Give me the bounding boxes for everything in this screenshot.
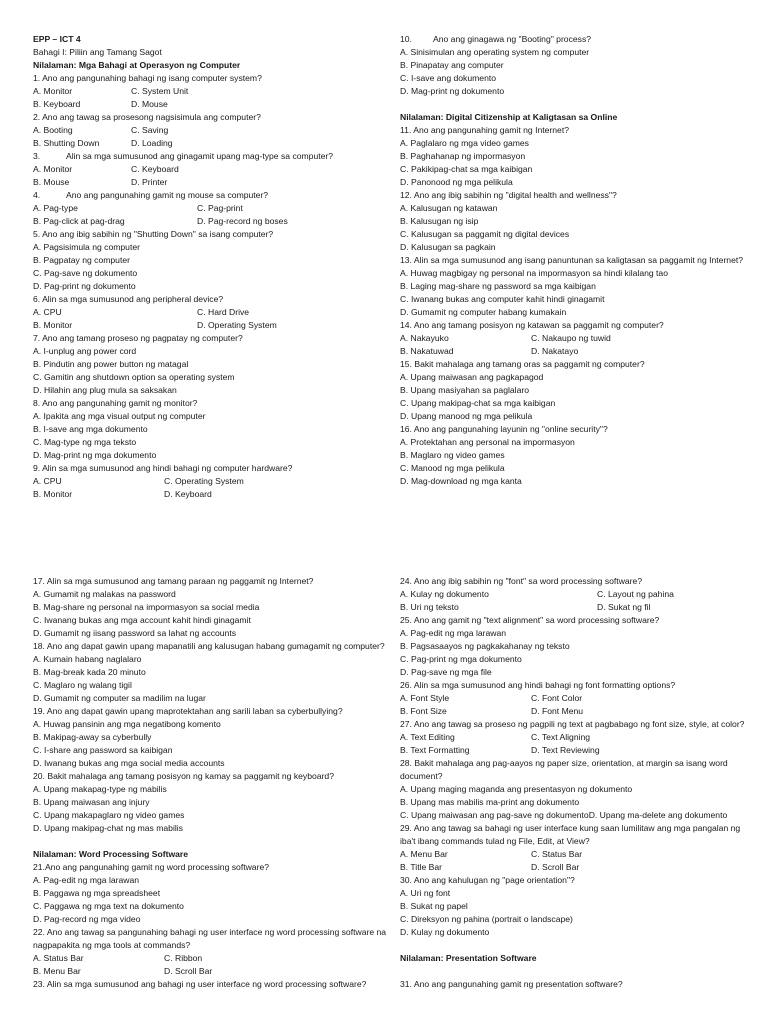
- question-2: 2. Ano ang tawag sa prosesong nagsisimula ang computer?: [33, 112, 261, 122]
- section-title: Nilalaman: Word Processing Software: [33, 849, 189, 859]
- choice: C. Nakaupo ng tuwid: [531, 333, 611, 343]
- choice: C. Kalusugan sa paggamit ng digital devices: [400, 229, 570, 239]
- page-title: EPP – ICT 4: [33, 34, 81, 44]
- question-16: 16. Ano ang pangunahing layunin ng "online security"?: [400, 424, 608, 434]
- choice: C. Pag-print: [197, 203, 243, 213]
- choice: B. Pag-click at pag-drag: [33, 216, 125, 226]
- choice: D. Scroll Bar: [164, 966, 213, 976]
- choice: D. Pag-print ng dokumento: [33, 281, 136, 291]
- choice: B. Mag-break kada 20 minuto: [33, 667, 146, 677]
- question-7: 7. Ano ang tamang proseso ng pagpatay ng computer?: [33, 333, 243, 343]
- choice: C. Status Bar: [531, 849, 583, 859]
- choice-row: [33, 319, 388, 332]
- choice: C. Gamitin ang shutdown option sa operating system: [33, 372, 235, 382]
- choice: D. Pag-record ng mga video: [33, 914, 141, 924]
- question-12: 12. Ano ang ibig sabihin ng "digital health and wellness"?: [400, 190, 617, 200]
- choice: C. System Unit: [131, 86, 189, 96]
- choice: A. Gumamit ng malakas na password: [33, 589, 176, 599]
- question-number: 4.: [33, 190, 41, 200]
- choice-row: [33, 176, 388, 189]
- choice: D. Pag-record ng boses: [197, 216, 288, 226]
- choice: C. Upang maiwasan ang pag-save ng dokumentoD. Upang ma-delete ang dokumento: [400, 810, 728, 820]
- question-23: 23. Alin sa mga sumusunod ang bahagi ng user interface ng word processing software?: [33, 979, 367, 989]
- choice-row: [33, 202, 388, 215]
- question-13: 13. Alin sa mga sumusunod ang isang panuntunan sa kaligtasan sa paggamit ng Internet?: [400, 255, 744, 265]
- choice: A. Menu Bar: [400, 849, 448, 859]
- choice: D. Text Reviewing: [531, 745, 600, 755]
- choice: A. Text Editing: [400, 732, 455, 742]
- choice: D. Nakatayo: [531, 346, 579, 356]
- choice: B. Nakatuwad: [400, 346, 454, 356]
- question-29: 29. Ano ang tawag sa bahagi ng user interface kung saan lumilitaw ang mga pangalan ng iba't ibang commands tulad ng File, Edit, at View?: [400, 823, 741, 846]
- question-18: 18. Ano ang dapat gawin upang mapanatili ang kalusugan habang gumagamit ng computer?: [33, 641, 385, 651]
- choice: B. Uri ng teksto: [400, 602, 459, 612]
- choice: C. Manood ng mga pelikula: [400, 463, 505, 473]
- choice: A. Huwag pansinin ang mga negatibong komento: [33, 719, 221, 729]
- choice: C. Pakikipag-chat sa mga kaibigan: [400, 164, 533, 174]
- choice: B. Title Bar: [400, 862, 443, 872]
- choice: B. Font Size: [400, 706, 447, 716]
- question-6: 6. Alin sa mga sumusunod ang peripheral device?: [33, 294, 224, 304]
- question-5: 5. Ano ang ibig sabihin ng "Shutting Down" sa isang computer?: [33, 229, 274, 239]
- choice-row: [400, 692, 755, 705]
- choice: A. Status Bar: [33, 953, 84, 963]
- question-31: 31. Ano ang pangunahing gamit ng presentation software?: [400, 979, 623, 989]
- choice: D. Loading: [131, 138, 173, 148]
- question-22: 22. Ano ang tawag sa pangunahing bahagi ng user interface ng word processing software na nagpapakita ng mga tools at commands?: [33, 927, 387, 950]
- question-26: 26. Alin sa mga sumusunod ang hindi bahagi ng font formatting options?: [400, 680, 676, 690]
- choice: B. Pagpatay ng computer: [33, 255, 130, 265]
- choice: C. Font Color: [531, 693, 583, 703]
- question-4: [33, 189, 388, 202]
- right-column-top: [400, 33, 755, 488]
- choice: D. Panonood ng mga pelikula: [400, 177, 513, 187]
- choice: B. Upang masiyahan sa paglalaro: [400, 385, 529, 395]
- choice: C. Layout ng pahina: [597, 589, 674, 599]
- choice: C. Iwanang bukas ang computer kahit hindi ginagamit: [400, 294, 605, 304]
- choice: B. Laging mag-share ng password sa mga kaibigan: [400, 281, 596, 291]
- choice: A. Uri ng font: [400, 888, 451, 898]
- choice: D. Mag-print ng mga dokumento: [33, 450, 157, 460]
- choice: C. Upang makipag-chat sa mga kaibigan: [400, 398, 556, 408]
- choice: B. Shutting Down: [33, 138, 100, 148]
- choice: B. Monitor: [33, 320, 73, 330]
- question-text: Ano ang pangunahing gamit ng mouse sa computer?: [66, 190, 269, 200]
- question-14: 14. Ano ang tamang posisyon ng katawan sa paggamit ng computer?: [400, 320, 664, 330]
- choice: A. CPU: [33, 476, 62, 486]
- choice-row: [400, 588, 755, 601]
- choice: B. Menu Bar: [33, 966, 81, 976]
- choice: C. Maglaro ng walang tigil: [33, 680, 132, 690]
- choice: A. Pag-type: [33, 203, 78, 213]
- choice: C. I-share ang password sa kaibigan: [33, 745, 173, 755]
- question-8: 8. Ano ang pangunahing gamit ng monitor?: [33, 398, 198, 408]
- choice: C. Pag-save ng dokumento: [33, 268, 138, 278]
- question-3: [33, 150, 388, 163]
- choice: A. Font Style: [400, 693, 450, 703]
- choice: D. Gumamit ng iisang password sa lahat ng accounts: [33, 628, 237, 638]
- choice: A. Pag-edit ng mga larawan: [33, 875, 140, 885]
- choice: A. Monitor: [33, 164, 73, 174]
- question-15: 15. Bakit mahalaga ang tamang oras sa paggamit ng computer?: [400, 359, 645, 369]
- question-number: 3.: [33, 151, 41, 161]
- choice: A. Booting: [33, 125, 73, 135]
- choice: C. Text Aligning: [531, 732, 591, 742]
- choice: D. Kulay ng dokumento: [400, 927, 490, 937]
- choice: D. Kalusugan sa pagkain: [400, 242, 496, 252]
- choice: D. Gumamit ng computer habang kumakain: [400, 307, 567, 317]
- choice: B. Monitor: [33, 489, 73, 499]
- choice: A. I-unplug ang power cord: [33, 346, 137, 356]
- right-column-bottom: [400, 575, 755, 991]
- choice: C. Mag-type ng mga teksto: [33, 437, 137, 447]
- choice: B. I-save ang mga dokumento: [33, 424, 148, 434]
- question-25: 25. Ano ang gamit ng "text alignment" sa word processing software?: [400, 615, 660, 625]
- choice: B. Upang maiwasan ang injury: [33, 797, 150, 807]
- choice: C. I-save ang dokumento: [400, 73, 497, 83]
- left-column-top: [33, 33, 388, 501]
- choice-row: [33, 952, 388, 965]
- question-text: Alin sa mga sumusunod ang ginagamit upang mag-type sa computer?: [66, 151, 334, 161]
- choice: C. Keyboard: [131, 164, 179, 174]
- question-27: 27. Ano ang tawag sa proseso ng pagpili ng text at pagbabago ng font size, style, at color?: [400, 719, 745, 729]
- question-28: 28. Bakit mahalaga ang pag-aayos ng paper size, orientation, at margin sa isang word document?: [400, 758, 728, 781]
- choice: B. Mouse: [33, 177, 70, 187]
- choice: D. Mag-download ng mga kanta: [400, 476, 522, 486]
- choice-row: [400, 861, 755, 874]
- choice: B. Sukat ng papel: [400, 901, 468, 911]
- choice: D. Font Menu: [531, 706, 584, 716]
- question-24: 24. Ano ang ibig sabihin ng "font" sa word processing software?: [400, 576, 643, 586]
- choice: D. Mouse: [131, 99, 168, 109]
- choice: A. Upang maiwasan ang pagkapagod: [400, 372, 544, 382]
- choice: B. Keyboard: [33, 99, 81, 109]
- choice: D. Mag-print ng dokumento: [400, 86, 505, 96]
- choice: C. Direksyon ng pahina (portrait o landscape): [400, 914, 573, 924]
- choice: C. Operating System: [164, 476, 244, 486]
- choice: C. Saving: [131, 125, 169, 135]
- choice: A. Paglalaro ng mga video games: [400, 138, 529, 148]
- choice: D. Upang makipag-chat ng mas mabilis: [33, 823, 183, 833]
- choice: A. Pag-edit ng mga larawan: [400, 628, 507, 638]
- choice: A. CPU: [33, 307, 62, 317]
- choice: D. Sukat ng fil: [597, 602, 651, 612]
- choice-row: [33, 137, 388, 150]
- choice: C. Iwanang bukas ang mga account kahit hindi ginagamit: [33, 615, 251, 625]
- choice: A. Nakayuko: [400, 333, 449, 343]
- choice-row: [400, 705, 755, 718]
- choice: D. Iwanang bukas ang mga social media accounts: [33, 758, 225, 768]
- choice: C. Pag-print ng mga dokumento: [400, 654, 522, 664]
- question-21: 21.Ano ang pangunahing gamit ng word processing software?: [33, 862, 270, 872]
- choice-row: [33, 124, 388, 137]
- section-title: Nilalaman: Digital Citizenship at Kaligtasan sa Online: [400, 112, 618, 122]
- choice: B. Kalusugan ng isip: [400, 216, 479, 226]
- choice-row: [400, 744, 755, 757]
- question-number: 10.: [400, 34, 412, 44]
- choice-row: [400, 601, 755, 614]
- question-11: 11. Ano ang pangunahing gamit ng Internet?: [400, 125, 569, 135]
- part-heading: Bahagi I: Piliin ang Tamang Sagot: [33, 47, 162, 57]
- choice-row: [33, 488, 388, 501]
- question-text: Ano ang ginagawa ng "Booting" process?: [433, 34, 592, 44]
- question-9: 9. Alin sa mga sumusunod ang hindi bahagi ng computer hardware?: [33, 463, 293, 473]
- choice: C. Ribbon: [164, 953, 203, 963]
- question-1: 1. Ano ang pangunahing bahagi ng isang computer system?: [33, 73, 262, 83]
- choice: D. Printer: [131, 177, 168, 187]
- choice: D. Operating System: [197, 320, 277, 330]
- choice-row: [400, 332, 755, 345]
- choice: B. Makipag-away sa cyberbully: [33, 732, 152, 742]
- choice: C. Paggawa ng mga text na dokumento: [33, 901, 184, 911]
- question-10: [400, 33, 755, 46]
- choice: A. Huwag magbigay ng personal na impormasyon sa hindi kilalang tao: [400, 268, 668, 278]
- choice: C. Hard Drive: [197, 307, 250, 317]
- choice-row: [33, 965, 388, 978]
- choice-row: [33, 306, 388, 319]
- choice: B. Paghahanap ng impormasyon: [400, 151, 526, 161]
- choice: D. Hilahin ang plug mula sa saksakan: [33, 385, 177, 395]
- choice: B. Pagsasaayos ng pagkakahanay ng teksto: [400, 641, 570, 651]
- choice-row: [400, 731, 755, 744]
- choice-row: [33, 163, 388, 176]
- choice: D. Keyboard: [164, 489, 212, 499]
- choice: A. Kumain habang naglalaro: [33, 654, 142, 664]
- choice: A. Ipakita ang mga visual output ng computer: [33, 411, 206, 421]
- choice: D. Pag-save ng mga file: [400, 667, 492, 677]
- choice: A. Sinisimulan ang operating system ng computer: [400, 47, 590, 57]
- choice: B. Pindutin ang power button ng matagal: [33, 359, 189, 369]
- choice-row: [33, 85, 388, 98]
- choice: A. Protektahan ang personal na impormasyon: [400, 437, 575, 447]
- choice: B. Maglaro ng video games: [400, 450, 505, 460]
- choice-row: [400, 345, 755, 358]
- choice: B. Text Formatting: [400, 745, 470, 755]
- question-20: 20. Bakit mahalaga ang tamang posisyon ng kamay sa paggamit ng keyboard?: [33, 771, 334, 781]
- choice-row: [33, 98, 388, 111]
- left-column-bottom: [33, 575, 388, 991]
- section-title: Nilalaman: Presentation Software: [400, 953, 537, 963]
- choice-row: [400, 848, 755, 861]
- choice: B. Mag-share ng personal na impormasyon sa social media: [33, 602, 260, 612]
- choice: A. Upang makapag-type ng mabilis: [33, 784, 167, 794]
- question-30: 30. Ano ang kahulugan ng "page orientation"?: [400, 875, 575, 885]
- choice-row: [33, 475, 388, 488]
- choice: C. Upang makapaglaro ng video games: [33, 810, 185, 820]
- choice: A. Pagsisimula ng computer: [33, 242, 140, 252]
- choice-row: [33, 215, 388, 228]
- choice: A. Kulay ng dokumento: [400, 589, 489, 599]
- choice: D. Gumamit ng computer sa madilim na lugar: [33, 693, 206, 703]
- choice: B. Pinapatay ang computer: [400, 60, 504, 70]
- choice: A. Kalusugan ng katawan: [400, 203, 498, 213]
- choice: A. Monitor: [33, 86, 73, 96]
- section-title: Nilalaman: Mga Bahagi at Operasyon ng Computer: [33, 60, 241, 70]
- question-17: 17. Alin sa mga sumusunod ang tamang paraan ng paggamit ng Internet?: [33, 576, 314, 586]
- question-19: 19. Ano ang dapat gawin upang maprotektahan ang sarili laban sa cyberbullying?: [33, 706, 343, 716]
- choice: B. Paggawa ng mga spreadsheet: [33, 888, 161, 898]
- choice: B. Upang mas mabilis ma-print ang dokumento: [400, 797, 580, 807]
- choice: A. Upang maging maganda ang presentasyon ng dokumento: [400, 784, 633, 794]
- choice: D. Upang manood ng mga pelikula: [400, 411, 533, 421]
- choice: D. Scroll Bar: [531, 862, 580, 872]
